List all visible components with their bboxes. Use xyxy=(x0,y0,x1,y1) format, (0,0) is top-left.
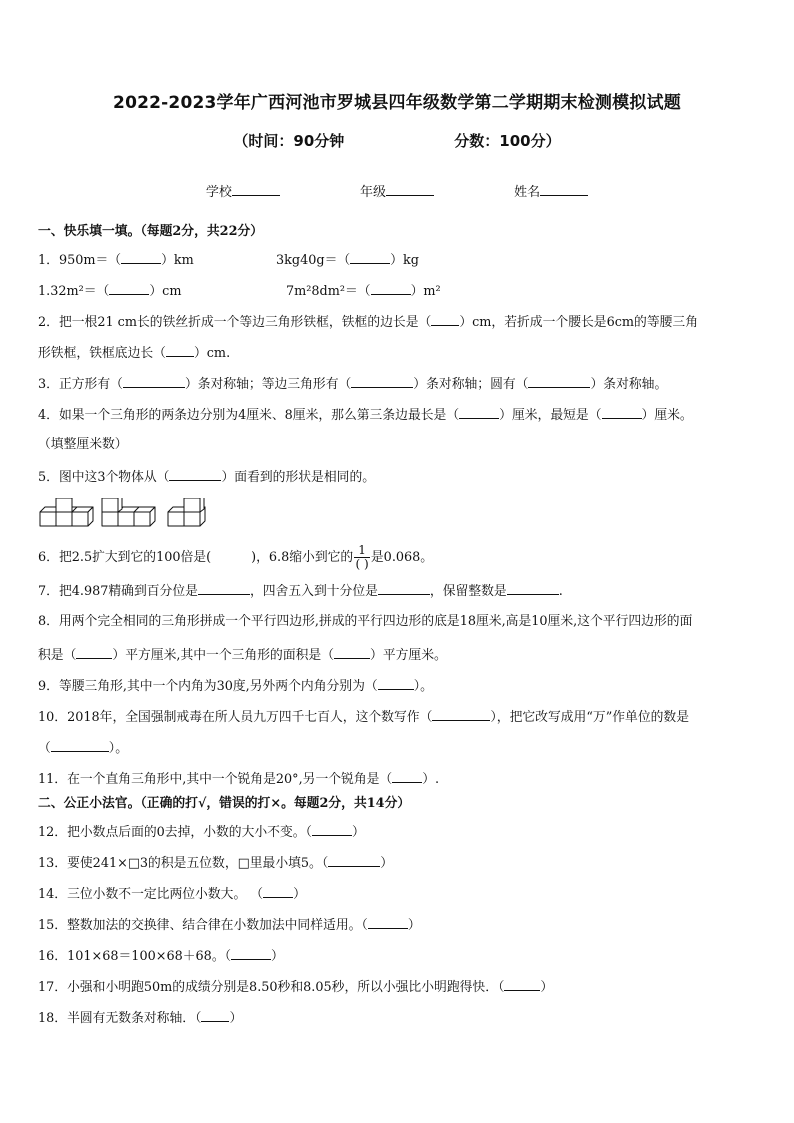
question-13: 13．要使241×□3的积是五位数，□里最小填5。（ ） xyxy=(38,856,394,871)
question-9: 9．等腰三角形,其中一个内角为30度,另外两个内角分别为（ ）。 xyxy=(38,679,433,694)
time-limit: （时间：90分钟 xyxy=(233,132,345,150)
answer-blank[interactable] xyxy=(371,282,411,295)
total-score: 分数：100分） xyxy=(454,132,561,150)
question-8-line2: 积是（ ）平方厘米,其中一个三角形的面积是（ ）平方厘米。 xyxy=(38,648,447,663)
answer-blank[interactable] xyxy=(528,375,590,388)
question-4-line2: （填整厘米数） xyxy=(38,437,128,452)
answer-blank[interactable] xyxy=(378,582,430,595)
answer-blank[interactable] xyxy=(169,468,221,481)
question-2-line1: 2．把一根21 cm长的铁丝折成一个等边三角形铁框，铁框的边长是（ ）cm，若折成一个腰长是6cm的等腰三角 xyxy=(38,315,699,330)
answer-blank[interactable] xyxy=(51,739,109,752)
school-label: 学校 xyxy=(205,185,232,200)
cube-object-3 xyxy=(168,498,205,526)
grade-field[interactable] xyxy=(360,181,434,200)
question-18: 18．半圆有无数条对称轴．（ ） xyxy=(38,1011,243,1026)
question-14: 14．三位小数不一定比两位小数大。 （ ） xyxy=(38,887,306,902)
q1-b: 3kg40g＝（ ）kg xyxy=(276,253,419,268)
question-16: 16．101×68＝100×68＋68。（ ） xyxy=(38,949,284,964)
question-1-row2 xyxy=(38,282,758,300)
question-12: 12．把小数点后面的0去掉，小数的大小不变。（ ） xyxy=(38,825,365,840)
school-field[interactable] xyxy=(206,181,280,200)
question-7: 7．把4.987精确到百分位是 ，四舍五入到十分位是 ，保留整数是 . xyxy=(38,584,563,599)
answer-blank[interactable] xyxy=(198,582,250,595)
student-info xyxy=(0,181,794,200)
q1-a-prefix: 1．950m＝（ xyxy=(38,253,122,268)
section-1-header: 一、快乐填一填。（每题2分，共22分） xyxy=(38,224,264,239)
exam-subtitle xyxy=(0,130,794,151)
answer-blank[interactable] xyxy=(504,978,540,991)
answer-blank[interactable] xyxy=(328,854,380,867)
question-4-line1: 4．如果一个三角形的两条边分别为4厘米、8厘米，那么第三条边最长是（ ）厘米，最短是（ ）厘米。 xyxy=(38,408,693,423)
answer-blank[interactable] xyxy=(392,770,422,783)
question-17: 17．小强和小明跑50m的成绩分别是8.50秒和8.05秒，所以小强比小明跑得快．（ ） xyxy=(38,980,554,995)
answer-blank[interactable] xyxy=(312,823,352,836)
question-5: 5．图中这3个物体从（ ）面看到的形状是相同的。 xyxy=(38,470,376,485)
answer-blank[interactable] xyxy=(602,406,642,419)
cube-object-1 xyxy=(40,498,93,526)
q1-c-suffix: ）cm xyxy=(149,284,182,299)
answer-blank[interactable] xyxy=(432,708,490,721)
school-blank[interactable] xyxy=(232,183,280,196)
q1-a-suffix: ）km xyxy=(161,253,194,268)
question-2-line2: 形铁框，铁框底边长（ ）cm. xyxy=(38,346,231,361)
name-field[interactable] xyxy=(514,181,588,200)
question-10-line1: 10．2018年，全国强制戒毒在所人员九万四千七百人，这个数写作（ ），把它改写成用“万”作单位的数是 xyxy=(38,710,690,725)
question-11: 11．在一个直角三角形中,其中一个锐角是20°,另一个锐角是（ ）. xyxy=(38,772,440,787)
section-2-header: 二、公正小法官。（正确的打√，错误的打×。每题2分，共14分） xyxy=(38,796,411,811)
grade-blank[interactable] xyxy=(386,183,434,196)
answer-blank[interactable] xyxy=(368,916,408,929)
answer-blank[interactable] xyxy=(334,646,370,659)
question-15: 15．整数加法的交换律、结合律在小数加法中同样适用。（ ） xyxy=(38,918,421,933)
answer-blank[interactable] xyxy=(431,313,459,326)
question-10-line2: （ ）。 xyxy=(38,741,128,756)
answer-blank[interactable] xyxy=(123,375,185,388)
answer-blank[interactable] xyxy=(263,885,293,898)
answer-blank[interactable] xyxy=(507,582,559,595)
answer-blank[interactable] xyxy=(459,406,499,419)
answer-blank[interactable] xyxy=(109,282,149,295)
answer-blank[interactable] xyxy=(121,251,161,264)
name-label: 姓名 xyxy=(514,185,541,200)
q1-c-prefix: 1.32m²＝（ xyxy=(38,284,110,299)
answer-blank[interactable] xyxy=(378,677,414,690)
answer-blank[interactable] xyxy=(201,1009,229,1022)
answer-blank[interactable] xyxy=(350,251,390,264)
fraction-numerator: 1 xyxy=(354,544,370,558)
fraction xyxy=(354,544,370,571)
question-1-row1 xyxy=(38,251,758,269)
answer-blank[interactable] xyxy=(166,344,194,357)
answer-blank[interactable] xyxy=(351,375,413,388)
question-3: 3．正方形有（ ）条对称轴；等边三角形有（ ）条对称轴；圆有（ ）条对称轴。 xyxy=(38,377,668,392)
question-6: 6．把2.5扩大到它的100倍是( )，6.8缩小到它的 $\frac{1}{( )}$ 是0.068。 xyxy=(38,543,434,571)
grade-label: 年级 xyxy=(359,185,386,200)
fraction-denominator[interactable]: ( ) xyxy=(355,557,369,571)
name-blank[interactable] xyxy=(540,183,588,196)
cube-object-2 xyxy=(102,498,155,526)
answer-blank[interactable] xyxy=(76,646,112,659)
cube-figures xyxy=(38,498,218,530)
answer-blank[interactable] xyxy=(231,947,271,960)
q1-d: 7m²8dm²＝（ ）m² xyxy=(286,284,441,299)
question-8-line1: 8．用两个完全相同的三角形拼成一个平行四边形,拼成的平行四边形的底是18厘米,高是10厘米,这个平行四边形的面 xyxy=(38,614,693,629)
exam-title: 2022-2023学年广西河池市罗城县四年级数学第二学期期末检测模拟试题 xyxy=(113,93,681,113)
